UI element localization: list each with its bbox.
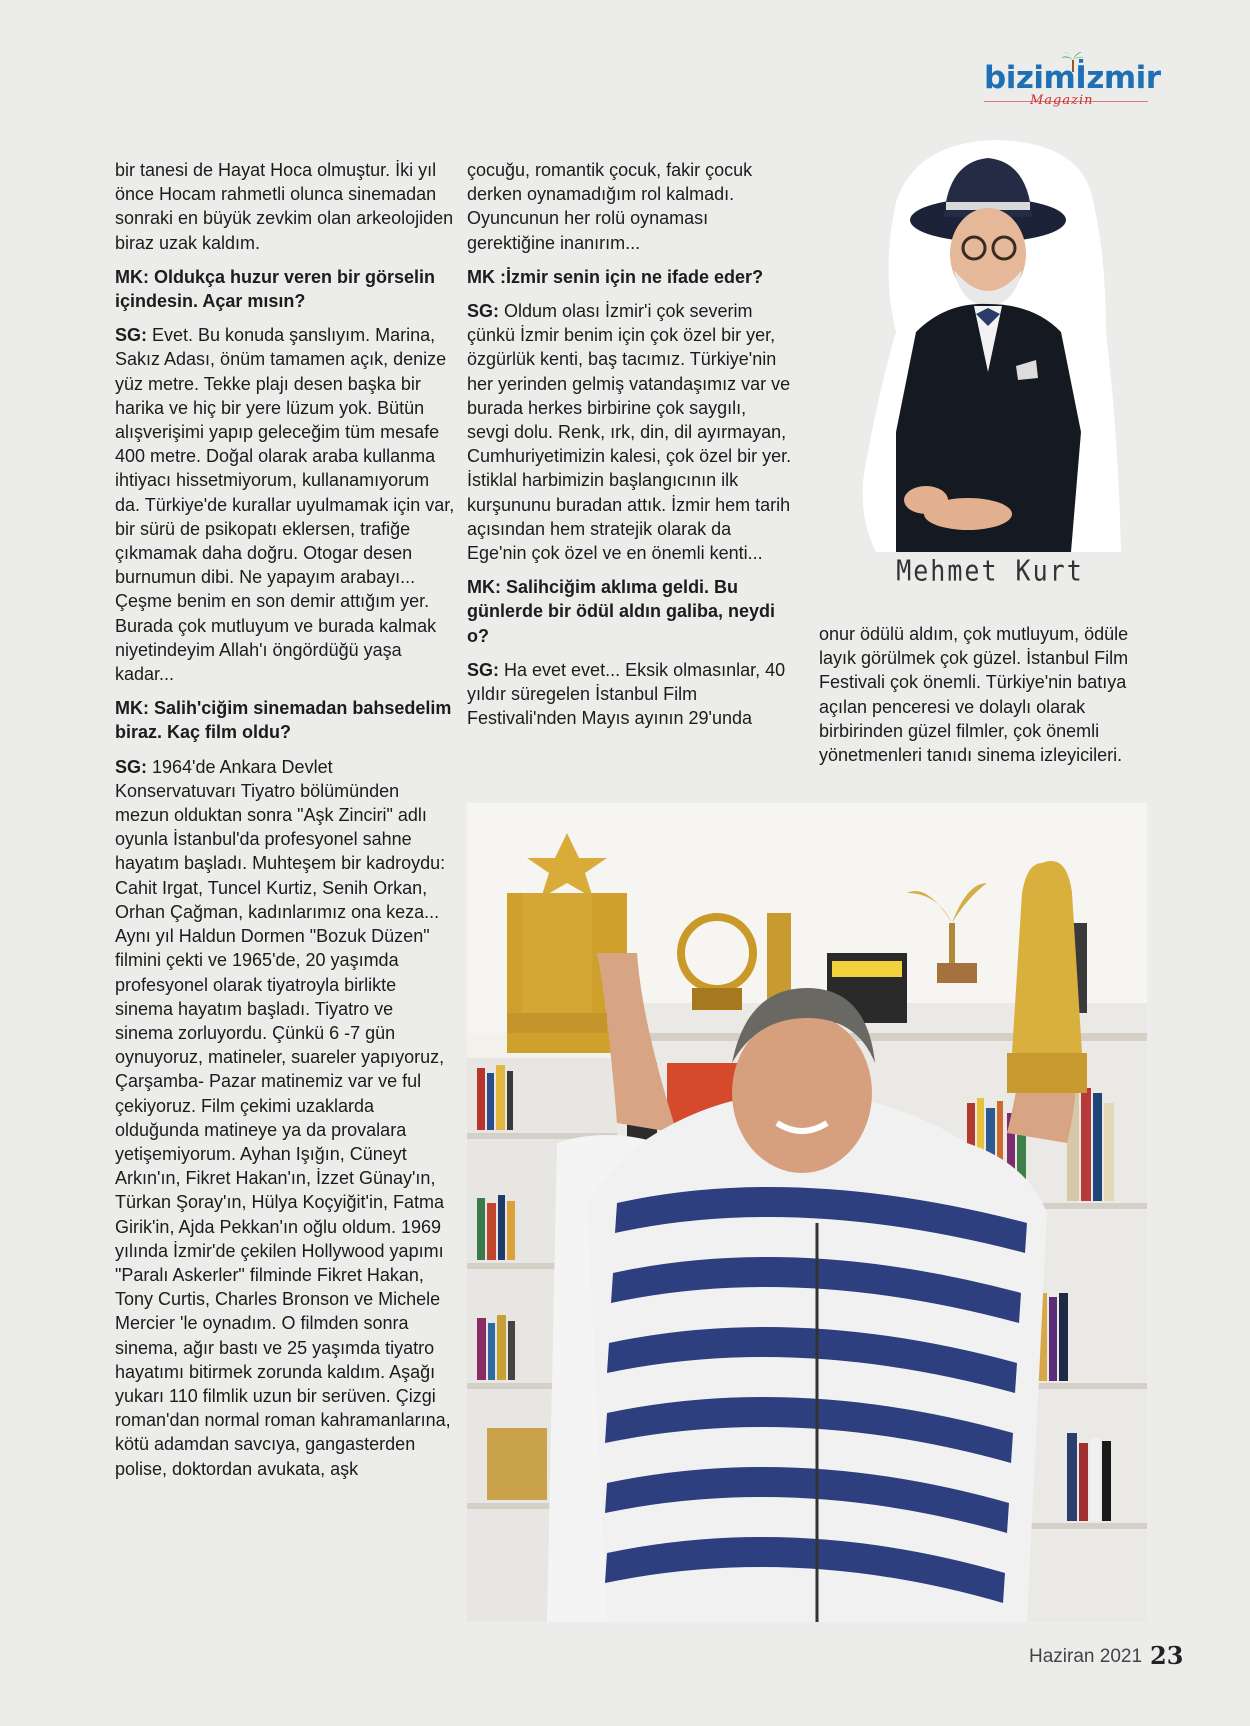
speaker-label: SG: [115,325,148,346]
answer-text: Oldum olası İzmir'i çok severim çünkü İzmir benim için çok özel bir yer, özgürlük kenti, baş tacımız. Türkiye'nin her yerinden gelmiş vatandaşımız var ve burada herkes birbirine çok saygılı, sevgi dolu. Renk, ırk, din, dil ayırmayan, Cumhuriyetimizin kalesi, çok özel bir yer. İstiklal harbimizin başlangıcının ilk kurşununu buradan attık. İzmir hem tarih açısından hem stratejik olarak da Ege'nin çok özel ve en önemli kenti... [467,301,792,564]
speaker-label: SG: [467,301,500,322]
interview-question: MK: Salihciğim aklıma geldi. Bu günlerde bir ödül aldın galiba, neydi o? [467,577,776,646]
answer-text: Evet. Bu konuda şanslıyım. Marina, Sakız Adası, önüm tamamen açık, denize yüz metre. Tekke plajı desen başka bir harika ve hiç bir yere lüzum yok. Bütün alışverişimi yapıp geleceğim tüm mesafe 400 metre. Doğal olarak araba kullanma ihtiyacı hissetmiyorum, kullanamıyorum da. Türkiye'de kurallar uyulmamak için var, bir sürü de psikopatı eklersen, trafiğe çıkmamak daha doğru. Otogar desen burnumun dibi. Ne yapayım arabayı... Çeşme benim en son demir attığım yer. Burada çok mutluyum ve burada kalmak niyetindeyim Allah'ı öngördüğü yaşa kadar... [115,325,455,685]
author-portrait [856,132,1136,562]
paragraph: onur ödülü aldım, çok mutluyum, ödüle layık görülmek çok güzel. İstanbul Film Festivali çok önemli. Türkiye'nin batıya açılan penceresi ve dolaylı olarak birbirinden güzel filmler, çok önemli yönetmenleri tanıdı sinema izleyicileri. [819,624,1129,766]
interview-answer [467,299,792,565]
paragraph: bir tanesi de Hayat Hoca olmuştur. İki yıl önce Hocam rahmetli olunca sinemadan sonraki en büyük zevkim olan arkeolojiden biraz uzak kaldım. [115,160,454,253]
speaker-label: SG: [115,756,148,777]
speaker-label: SG: [467,659,500,680]
paragraph: çocuğu, romantik çocuk, fakir çocuk derken oynamadığım rol kalmadı. Oyuncunun her rolü oynaması gerektiğine inanırım... [467,160,753,253]
article-column-3 [819,622,1139,777]
article-column-1 [115,158,455,1491]
interview-answer [115,755,455,1481]
interview-answer [115,323,455,686]
portrait-caption: Mehmet Kurt [896,553,1084,588]
logo-subtitle: Magazin [1030,93,1094,108]
logo-wordmark: bizimİzmir [984,60,1161,96]
magazine-logo [984,58,1161,110]
answer-text: 1964'de Ankara Devlet Konservatuvarı Tiyatro bölümünden mezun olduktan sonra "Aşk Zinciri" adlı oyunla İstanbul'da profesyonel sahne hayatım başladı. Muhteşem bir kadroydu: Cahit Irgat, Tuncel Kurtiz, Senih Orkan, Orhan Çağman, kadınlarımız ona keza... Aynı yıl Haldun Dormen "Bozuk Düzen" filmini çekti ve 1965'de, 20 yaşımda profesyonel olarak tiyatroyla birlikte sinema hayatım başladı. Tiyatro ve sinema zorluyordu. Çünkü 6 -7 gün oynuyoruz, matineler, suareler yapıyoruz, Çarşamba- Pazar matinemiz var ve ful çekiyoruz. Film çekimi uzaklarda olduğunda matineye ya da provalara yetişemiyorum. Ayhan Işığın, Cüneyt Arkın'ın, Fikret Hakan'ın, İzzet Günay'ın, Türkan Şoray'ın, Hülya Koçyiğit'in, Fatma Girik'in, Ajda Pekkan'ın oğlu oldum. 1969 yılında İzmir'de çekilen Hollywood yapımı "Paralı Askerler" filminde Fikret Hakan, Tony Curtis, Charles Bronson ve Michele Mercier 'le oynadım. O filmden sonra sinema, ağır bastı ve 25 yaşımda tiyatro hayatımı bitirmek zorunda kaldım. Aşağı yukarı 110 filmlik uzun bir serüven. Çizgi roman'dan normal roman kahramanlarına, kötü adamdan savcıya, gangasterden polise, doktordan avukata, aşk [115,756,451,1479]
issue-date: Haziran 2021 [1029,1646,1143,1667]
main-photo [467,803,1147,1622]
interview-question: MK :İzmir senin için ne ifade eder? [467,266,764,287]
interview-question: MK: Oldukça huzur veren bir görselin içindesin. Açar mısın? [115,266,436,312]
answer-text: Ha evet evet... Eksik olmasınlar, 40 yıldır süregelen İstanbul Film Festivali'nden Mayıs ayının 29'unda [467,659,786,729]
page-number: 23 [1150,1641,1184,1670]
interview-question: MK: Salih'ciğim sinemadan bahsedelim biraz. Kaç film oldu? [115,698,452,743]
interview-answer [467,658,792,731]
article-column-2 [467,158,792,740]
